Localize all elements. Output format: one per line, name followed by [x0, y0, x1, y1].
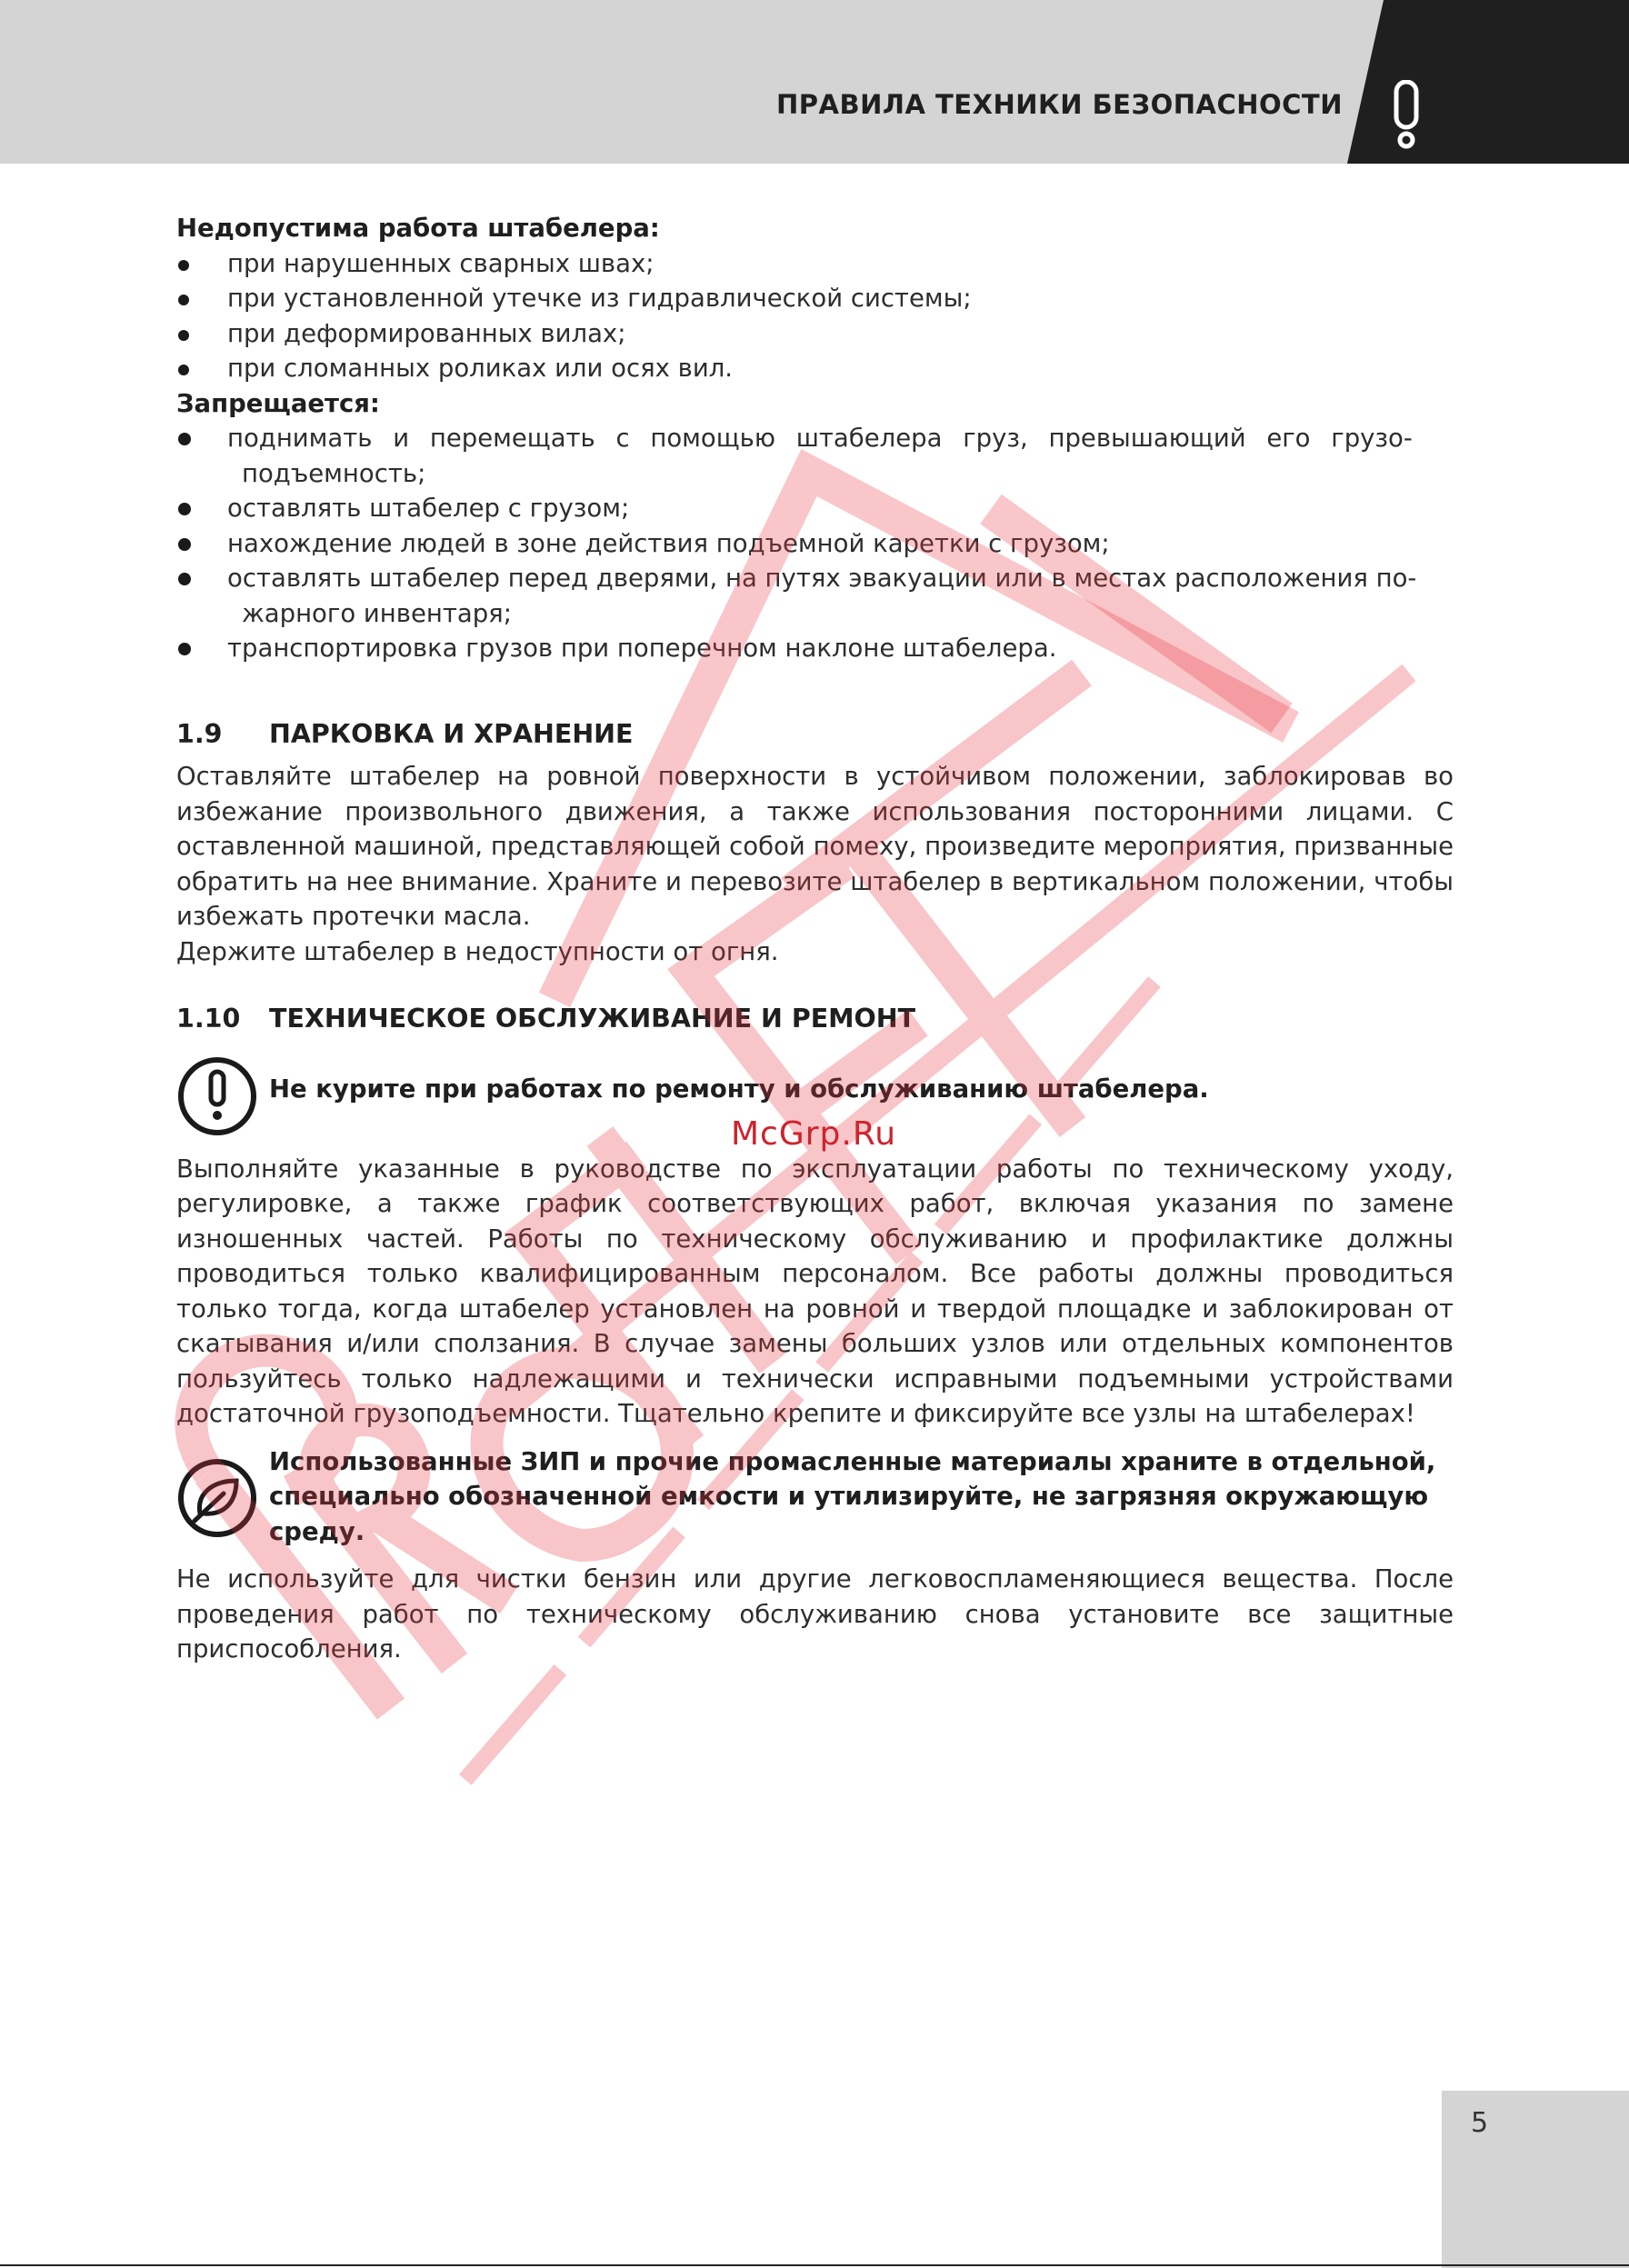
- list-item: транспортировка грузов при поперечном наклоне штабелера.: [176, 631, 1454, 666]
- bullet-icon: [178, 260, 189, 271]
- watermark-site-text: McGrp.Ru: [731, 1115, 897, 1153]
- section-heading-1-10: 1.10 ТЕХНИЧЕСКОЕ ОБСЛУЖИВАНИЕ И РЕМОНТ: [176, 1004, 916, 1034]
- paragraph: Оставляйте штабелер на ровной поверхности в устойчивом положении, заблокировав во избежание произвольного движения, а также использования посторонними лицами. С оставленной машиной, представляющей собой помеху, произведите мероприятия, призванные обратить на нее внимание. Храните и перевозите штабелер в вертикальном положении, чтобы избежать протечки масла.: [176, 762, 1454, 931]
- bullet-icon: [178, 433, 191, 445]
- eco-notice: Использованные ЗИП и прочие промасленные материалы храните в отдельной, специально обозначенной емкости и утилизируйте, не загрязняя окружающую среду.: [176, 1444, 1454, 1550]
- bullet-icon: [178, 643, 191, 655]
- bullet-icon: [178, 330, 189, 341]
- list-item: нахождение людей в зоне действия подъемной каретки с грузом;: [176, 526, 1454, 562]
- prohibited-operation-label: Недопустима работа штабелера:: [176, 214, 660, 243]
- no-smoking-warning: Не курите при работах по ремонту и обслуживанию штабелера.: [176, 1059, 1454, 1139]
- bullet-icon: [178, 573, 191, 585]
- paragraph: Держите штабелер в недоступности от огня.: [176, 936, 779, 966]
- section-heading-1-9: 1.9 ПАРКОВКА И ХРАНЕНИЕ: [176, 718, 634, 749]
- page-header-title: ПРАВИЛА ТЕХНИКИ БЕЗОПАСНОСТИ: [776, 89, 1343, 120]
- page-number: 5: [1471, 2107, 1489, 2139]
- prohibited-operation-list: [176, 246, 1454, 386]
- list-item: оставлять штабелер с грузом;: [176, 491, 1454, 526]
- bullet-icon: [178, 295, 189, 305]
- paragraph: Выполняйте указанные в руководстве по эксплуатации работы по техническому уходу, регулировке, а также график соответствующих работ, включая указания по замене изношенных частей. Работы по техническому обслуживанию и профилактике должны проводиться только квалифицированным персоналом. Все работы должны проводиться только тогда, когда штабелер установлен на ровной и твердой площадке и заблокирован от скатывания и/или сползания. В случае замены больших узлов или отдельных компонентов пользуйтесь только надлежащими и технически исправными подъемными устройствами достаточной грузоподъемности. Тщательно крепите и фиксируйте все узлы на штабелерах!: [176, 1154, 1454, 1428]
- leaf-icon: [176, 1457, 258, 1539]
- paragraph: Не используйте для чистки бензин или другие легковоспламеняющиеся вещества. После проведения работ по техническому обслуживанию снова установите все защитные приспособления.: [176, 1564, 1454, 1664]
- list-item: поднимать и перемещать с помощью штабелера груз, превышающий его грузо- подъемность;: [176, 421, 1454, 491]
- list-item: при нарушенных сварных швах;: [176, 246, 1454, 282]
- page-number-tab: [1442, 2091, 1629, 2268]
- page-content: [176, 211, 1454, 1667]
- bullet-icon: [178, 503, 191, 515]
- header-black-tab: [1347, 0, 1629, 164]
- list-item: при сломанных роликах или осях вил.: [176, 351, 1454, 386]
- bullet-icon: [178, 538, 191, 551]
- list-item: оставлять штабелер перед дверями, на путях эвакуации или в местах расположения по- жарного инвентаря;: [176, 561, 1454, 631]
- bottom-rule: [0, 2264, 1629, 2266]
- bullet-icon: [178, 365, 189, 375]
- list-item: при установленной утечке из гидравлической системы;: [176, 281, 1454, 316]
- forbidden-label: Запрещается:: [176, 388, 380, 418]
- list-item: при деформированных вилах;: [176, 316, 1454, 352]
- exclamation-icon: [1391, 80, 1422, 149]
- warning-exclamation-icon: [176, 1055, 258, 1137]
- forbidden-list: [176, 421, 1454, 666]
